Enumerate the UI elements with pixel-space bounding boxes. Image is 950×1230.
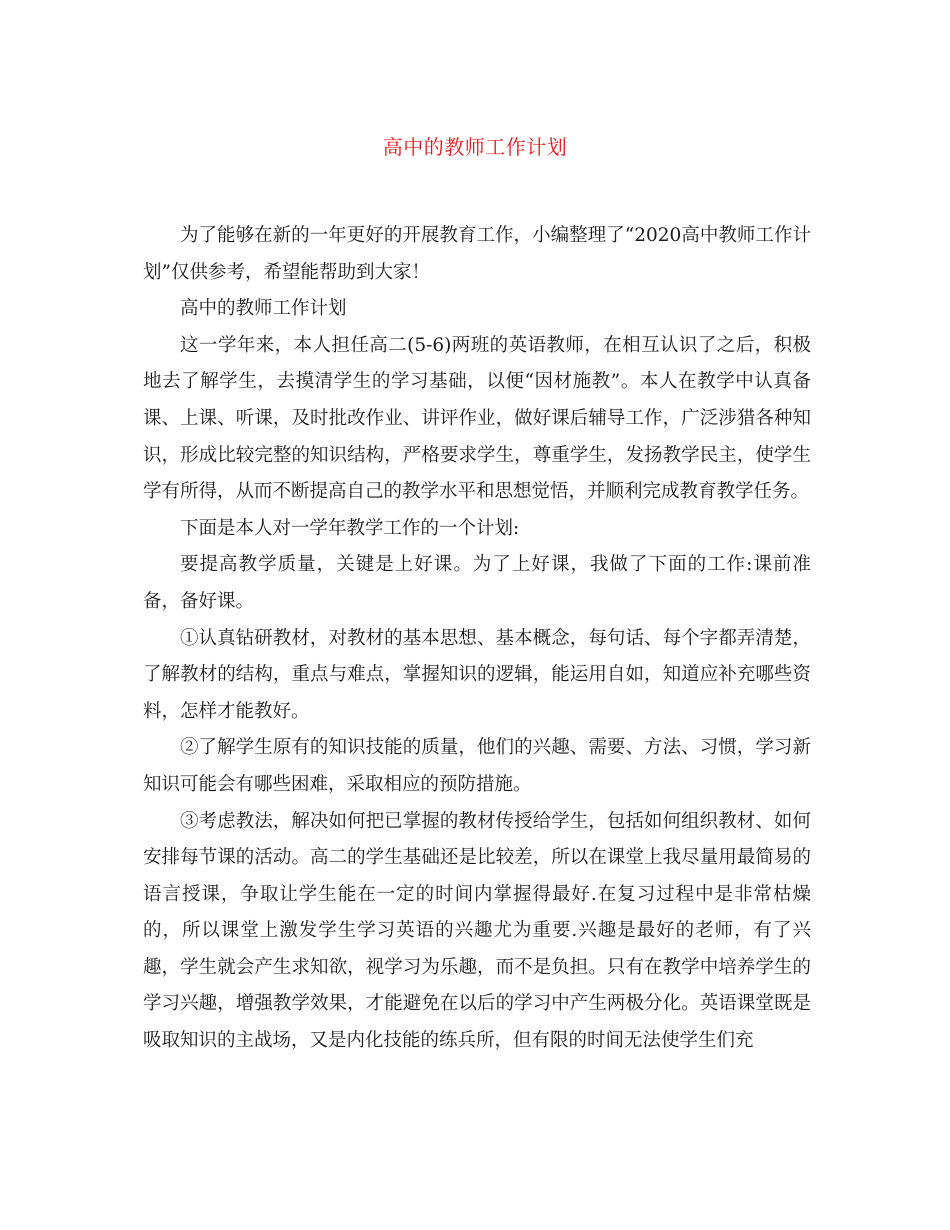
paragraph-intro: 为了能够在新的一年更好的开展教育工作，小编整理了“2020高中教师工作计划”仅供参考，希望能帮助到大家！ (143, 225, 811, 283)
paragraph-subtitle: 高中的教师工作计划 (180, 298, 347, 320)
paragraph-plan-intro: 下面是本人对一学年教学工作的一个计划: (180, 517, 520, 539)
paragraph-item-2: ②了解学生原有的知识技能的质量，他们的兴趣、需要、方法、习惯，学习新知识可能会有哪些困难，采取相应的预防措施。 (143, 737, 811, 795)
document-title: 高中的教师工作计划 (382, 135, 568, 159)
paragraph-key-point: 要提高教学质量，关键是上好课。为了上好课，我做了下面的工作:课前准备，备好课。 (143, 554, 811, 612)
paragraph-item-1: ①认真钻研教材，对教材的基本思想、基本概念，每句话、每个字都弄清楚，了解教材的结构，重点与难点，掌握知识的逻辑，能运用自如，知道应补充哪些资料，怎样才能教好。 (143, 627, 811, 722)
paragraph-summary: 这一学年来，本人担任高二(5-6)两班的英语教师，在相互认识了之后，积极地去了解学生，去摸清学生的学习基础，以便“因材施教”。本人在教学中认真备课、上课、听课，及时批改作业、讲评作业，做好课后辅导工作，广泛涉猎各种知识，形成比较完整的知识结构，严格要求学生，尊重学生，发扬教学民主，使学生学有所得，从而不断提高自己的教学水平和思想觉悟，并顺利完成教育教学任务。 (143, 334, 811, 503)
paragraph-item-3: ③考虑教法，解决如何把已掌握的教材传授给学生，包括如何组织教材、如何安排每节课的活动。高二的学生基础还是比较差，所以在课堂上我尽量用最简易的语言授课，争取让学生能在一定的时间内掌握得最好.在复习过程中是非常枯燥的，所以课堂上激发学生学习英语的兴趣尤为重要.兴趣是最好的老师，有了兴趣，学生就会产生求知欲，视学习为乐趣，而不是负担。只有在教学中培养学生的学习兴趣，增强教学效果，才能避免在以后的学习中产生两极分化。英语课堂既是吸取知识的主战场，又是内化技能的练兵所，但有限的时间无法使学生们充 (143, 810, 811, 1052)
document-body (143, 218, 811, 1060)
